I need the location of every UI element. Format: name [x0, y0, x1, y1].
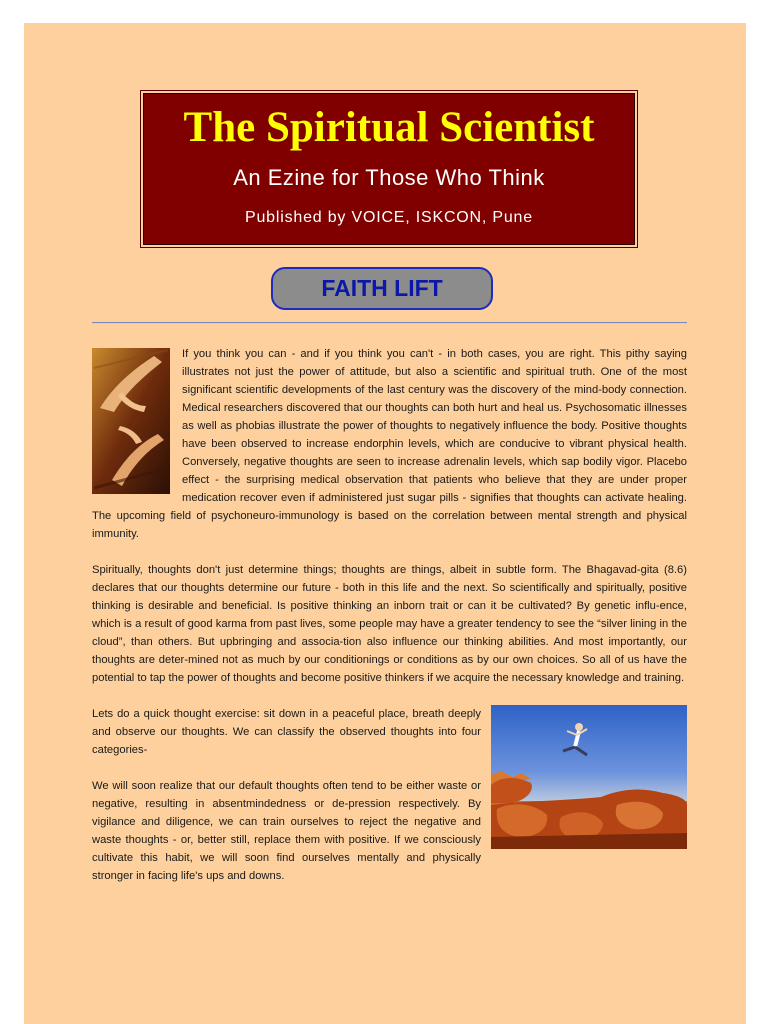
reaching-hands-icon [92, 348, 170, 494]
ezine-subtitle: An Ezine for Those Who Think [233, 165, 545, 190]
masthead-banner [143, 93, 635, 245]
leaping-person-image [491, 705, 687, 849]
section-divider [92, 322, 687, 324]
reaching-hands-image [92, 348, 170, 494]
section-title: FAITH LIFT [321, 275, 443, 301]
publisher-line: Published by VOICE, ISKCON, Pune [245, 209, 533, 226]
ezine-title: The Spiritual Scientist [183, 104, 595, 151]
leaping-person-on-rocks-icon [491, 705, 687, 849]
article-paragraph-2: Spiritually, thoughts don't just determine things; thoughts are things, albeit in subtle form. The Bhagavad-gita (8.6) declares that our thoughts determine our future - both in this life and the next. So scientifically and spiritually, positive thinking is desirable and beneficial. Is positive thinking an inborn trait or can it be cultivated? By genetic influ-ence, which is a result of good karma from past lives, some people may have a greater tendency to see the “silver lining in the cloud”, than others. But upbringing and associa-tion also influence our thinking abilities. And most importantly, our thoughts are deter-mined not as much by our conditionings or conditions as by our own choices. So all of us have the potential to tap the power of thoughts and become positive thinkers if we acquire the necessary knowledge and training. [92, 564, 687, 684]
article-paragraph-3: Lets do a quick thought exercise: sit down in a peaceful place, breath deeply and observe our thoughts. We can classify the observed thoughts into four categories- [92, 708, 481, 756]
section-title-badge [271, 267, 493, 310]
article-paragraph-4: We will soon realize that our default thoughts often tend to be either waste or negative, resulting in absentmindedness or de-pression respectively. By vigilance and diligence, we can train ourselves to reject the negative and waste thoughts - or, better still, replace them with positive. If we consciously cultivate this habit, we will soon find ourselves mentally and physically stronger in facing life's ups and downs. [92, 780, 481, 882]
ezine-page [24, 23, 746, 1024]
article-paragraph-1: If you think you can - and if you think you can't - in both cases, you are right. This pithy saying illustrates not just the power of attitude, but also a scientific and spiritual truth. One of the most significant scientific developments of the last century was the discovery of the mind-body connection. Medical researchers discovered that our thoughts can both hurt and heal us. Psychosomatic illnesses as well as phobias illustrate the power of thoughts to negatively influence the body. Positive thoughts have been observed to increase endorphin levels, which are conducive to vibrant physical health. Conversely, negative thoughts are seen to increase adrenalin levels, which sap bodily vigor. Placebo effect - the surprising medical observation that patients who believe that they are under proper medication recover even if administered just sugar pills - signifies that thoughts can activate healing. The upcoming field of psychoneuro-immunology is based on the correlation between mental strength and physical immunity. [92, 348, 687, 540]
article-body [92, 345, 687, 903]
